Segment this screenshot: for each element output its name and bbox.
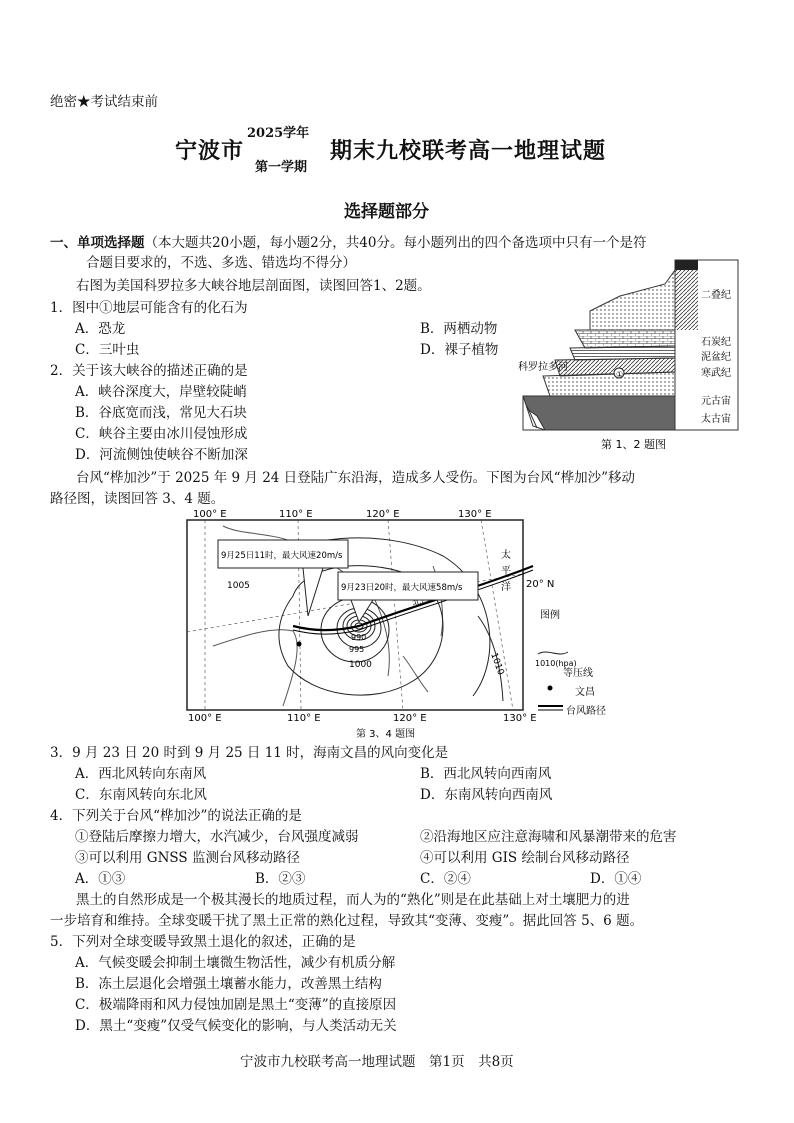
legend-track-label: 台风路径 [566, 706, 606, 717]
title-rest: 期末九校联考高一地理试题 [330, 138, 607, 164]
part-desc-2: 合题目要求的，不选、多选、错选均不得分） [86, 255, 356, 271]
legend-wenchang-label: 文昌 [575, 687, 595, 698]
part-desc-1: （本大题共20小题，每小题2分，共40分。每小题列出的四个备选项中只有一个是符 [144, 235, 647, 251]
layer-label-archean: 太古宙 [701, 414, 731, 425]
layer-label-permian: 二叠纪 [701, 290, 731, 301]
q2-option-b: B．谷底宽而浅，常见大石块 [75, 405, 247, 421]
q5-option-d: D．黑土“变瘦”仅受气候变化的影响，与人类活动无关 [75, 1018, 397, 1034]
callout-text-2: 9月23日20时，最大风速58m/s [341, 583, 463, 593]
lon-label-bottom-100: 100° E [188, 713, 222, 724]
layer-label-carboniferous: 石炭纪 [701, 337, 731, 348]
isobar-label-990: 990 [351, 633, 367, 642]
intro-q1-2: 右图为美国科罗拉多大峡谷地层剖面图，读图回答1、2题。 [76, 278, 431, 294]
isobar-label-1010: 1010 [488, 651, 506, 677]
q1-option-a: A．恐龙 [75, 321, 126, 337]
q3-option-d: D．东南风转向西南风 [420, 787, 553, 803]
river-label: 科罗拉多河 [518, 362, 568, 373]
q2-option-a: A．峡谷深度大，岸壁较陡峭 [75, 384, 247, 400]
legend-isobar-label: 等压线 [563, 668, 593, 679]
q4-stem: 4．下列关于台风“桦加沙”的说法正确的是 [50, 808, 302, 824]
lon-label-bottom-110: 110° E [287, 713, 321, 724]
pacific-label-1: 太 [501, 550, 511, 561]
q4-option-c: C．②④ [420, 871, 471, 887]
lon-label-top-110: 110° E [279, 509, 313, 520]
q1-stem: 1．图中①地层可能含有的化石为 [50, 300, 248, 316]
isobar-label-995: 995 [349, 645, 365, 654]
layer-label-devonian: 泥盆纪 [701, 352, 731, 363]
isobar-label-1000: 1000 [349, 660, 372, 670]
q5-option-a: A．气候变暖会抑制土壤微生物活性，减少有机质分解 [75, 955, 396, 971]
intro-q5-6-line1: 黑土的自然形成是一个极其漫长的地质过程，而人为的“熟化”则是在此基础上对土壤肥力的进 [76, 892, 630, 908]
confidential-note: 绝密★考试结束前 [50, 94, 158, 110]
lon-label-top-120: 120° E [366, 509, 400, 520]
lon-label-bottom-130: 130° E [503, 713, 537, 724]
title-year: 2025学年 [247, 126, 310, 141]
pacific-label-3: 洋 [501, 582, 511, 593]
q4-statement-3: ③可以利用 GNSS 监测台风移动路径 [75, 850, 300, 866]
isobar-label-1005: 1005 [227, 581, 250, 591]
q5-option-c: C．极端降雨和风力侵蚀加剧是黑土“变薄”的直接原因 [75, 997, 397, 1013]
q4-statement-2: ②沿海地区应注意海啸和风暴潮带来的危害 [420, 829, 677, 845]
q4-option-d: D．①④ [590, 871, 642, 887]
page-footer: 宁波市九校联考高一地理试题 第1页 共8页 [240, 1054, 514, 1070]
layer-label-cambrian: 寒武纪 [701, 368, 731, 379]
typhoon-track-map [183, 506, 623, 742]
canyon-strata-figure [515, 256, 745, 456]
lon-label-top-100: 100° E [193, 509, 227, 520]
title-semester: 第一学期 [255, 160, 308, 175]
q4-statement-1: ①登陆后摩擦力增大，水汽减少，台风强度减弱 [75, 829, 359, 845]
lat-label-20n: 20° N [526, 579, 555, 590]
layer-label-proterozoic: 元古宙 [701, 396, 731, 407]
q1-option-b: B．两栖动物 [420, 321, 498, 337]
q1-option-d: D．裸子植物 [420, 342, 499, 358]
q4-option-a: A．①③ [75, 871, 126, 887]
section-title: 选择题部分 [344, 202, 429, 222]
q4-option-b: B．②③ [255, 871, 306, 887]
part-header [50, 233, 646, 253]
intro-q3-4-line2: 路径图，读图回答 3、4 题。 [50, 491, 225, 507]
part-label: 一、单项选择题 [50, 235, 145, 251]
callout-text-1: 9月25日11时，最大风速20m/s [221, 551, 343, 561]
q4-statement-4: ④可以利用 GIS 绘制台风移动路径 [420, 850, 630, 866]
q1-option-c: C．三叶虫 [75, 342, 140, 358]
layer-1-marker-text: ① [616, 370, 624, 379]
q2-option-d: D．河流侧蚀使峡谷不断加深 [75, 447, 248, 463]
q3-option-a: A．西北风转向东南风 [75, 766, 207, 782]
top-layer [675, 260, 698, 270]
fig1-caption: 第 1、2 题图 [601, 438, 666, 451]
intro-q5-6-line2: 一步培育和维持。全球变暖干扰了黑土正常的熟化过程，导致其“变薄、变瘦”。据此回答 5、6 题。 [50, 913, 644, 929]
pacific-label-2: 平 [501, 566, 511, 577]
legend-isobar-value: 1010(hpa) [535, 659, 577, 668]
q3-option-b: B．西北风转向西南风 [420, 766, 552, 782]
lon-label-top-130: 130° E [458, 509, 492, 520]
title-city: 宁波市 [175, 138, 245, 164]
legend-title: 图例 [540, 610, 560, 621]
exam-title [175, 122, 635, 182]
q3-stem: 3．9 月 23 日 20 时到 9 月 25 日 11 时，海南文昌的风向变化是 [50, 745, 449, 761]
lon-label-bottom-120: 120° E [393, 713, 427, 724]
q5-stem: 5．下列对全球变暖导致黑土退化的叙述，正确的是 [50, 934, 356, 950]
wenchang-marker [297, 642, 302, 647]
q2-stem: 2．关于该大峡谷的描述正确的是 [50, 363, 248, 379]
q5-option-b: B．冻土层退化会增强土壤蓄水能力，改善黑土结构 [75, 976, 382, 992]
legend-wenchang-marker [548, 686, 553, 691]
fig2-caption: 第 3、4 题图 [356, 729, 416, 740]
q3-option-c: C．东南风转向东北风 [75, 787, 207, 803]
q2-option-c: C．峡谷主要由冰川侵蚀形成 [75, 426, 248, 442]
intro-q3-4-line1: 台风“桦加沙”于 2025 年 9 月 24 日登陆广东沿海，造成多人受伤。下图为台风“桦加沙”移动 [76, 470, 635, 486]
